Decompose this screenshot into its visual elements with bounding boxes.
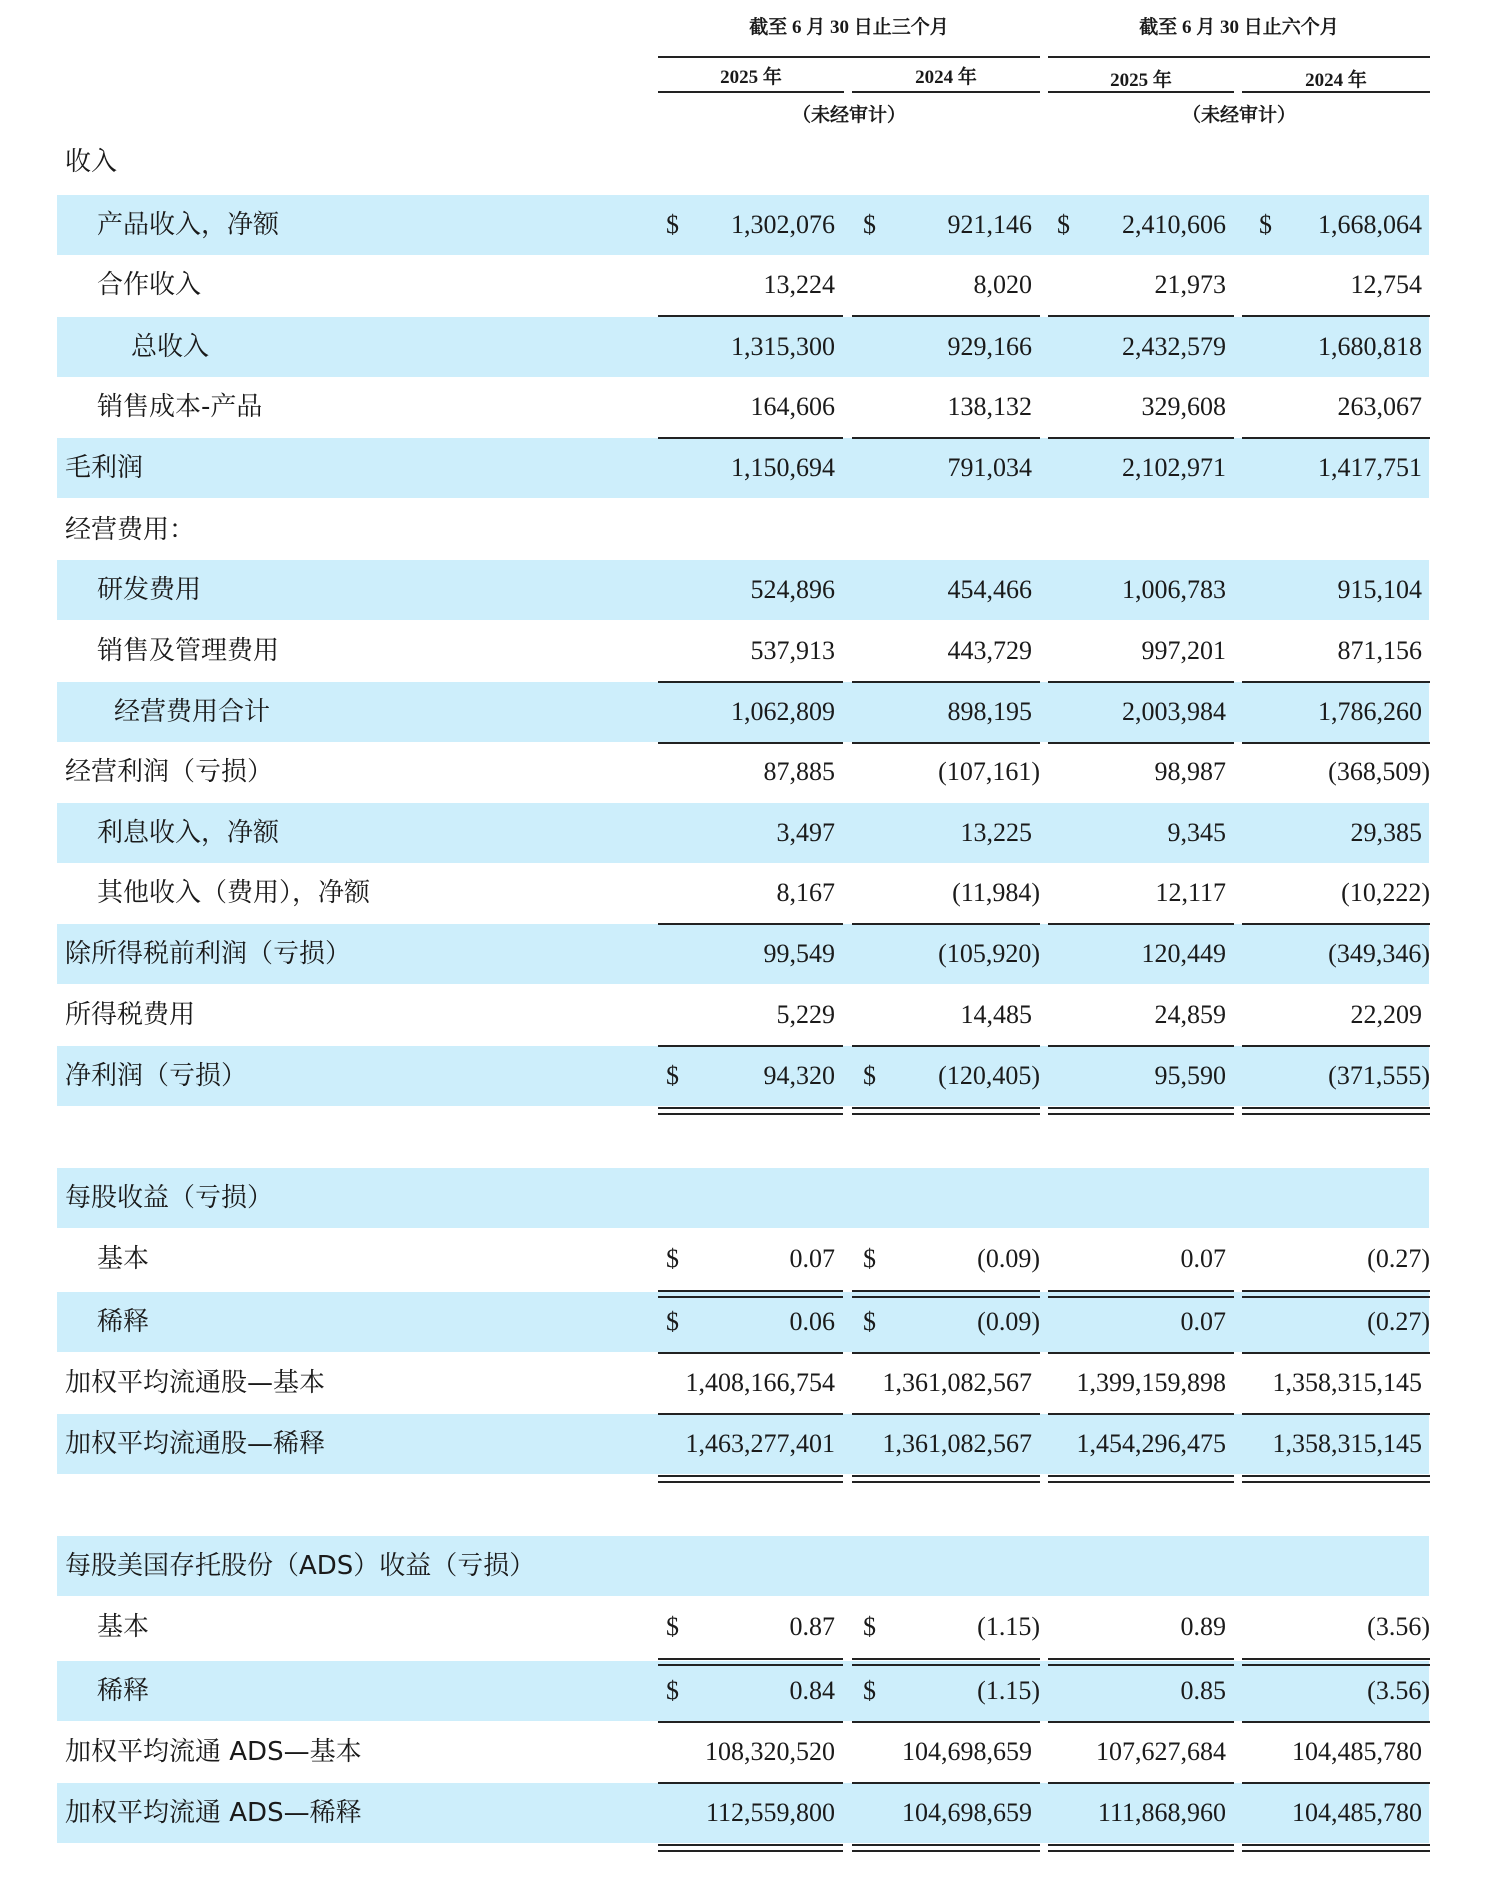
currency-symbol: $	[666, 1307, 679, 1336]
value-cell: 1,006,783	[1122, 575, 1226, 604]
period-header-3m: 截至 6 月 30 日止三个月	[749, 17, 949, 38]
value-cell: 21,973	[1154, 270, 1226, 299]
total-underline	[658, 1721, 843, 1723]
row-label: 每股美国存托股份（ADS）收益（亏损）	[65, 1551, 536, 1581]
value-cell: 120,449	[1141, 939, 1226, 968]
value-cell: 24,859	[1154, 1000, 1226, 1029]
unaudited-note-6m: （未经审计）	[1181, 105, 1296, 126]
value-cell: 111,868,960	[1097, 1798, 1226, 1827]
grand-total-double-underline	[1048, 1658, 1234, 1666]
grand-total-double-underline	[658, 1290, 843, 1298]
value-cell: 112,559,800	[705, 1798, 835, 1827]
value-cell: 138,132	[947, 392, 1032, 421]
value-cell: 104,485,780	[1292, 1798, 1422, 1827]
row-label: 其他收入（费用），净额	[97, 878, 371, 908]
value-cell: 2,410,606	[1122, 210, 1226, 239]
value-cell: (120,405)	[938, 1061, 1040, 1090]
value-cell: (11,984)	[952, 878, 1040, 907]
row-label: 经营费用合计	[114, 697, 271, 727]
value-cell: 443,729	[947, 636, 1032, 665]
period-header-6m: 截至 6 月 30 日止六个月	[1139, 17, 1339, 38]
value-cell: (1.15)	[977, 1612, 1040, 1641]
total-underline	[1048, 1045, 1234, 1047]
currency-symbol: $	[666, 1676, 679, 1705]
value-cell: 5,229	[776, 1000, 835, 1029]
value-cell: 1,668,064	[1318, 210, 1422, 239]
table-row	[57, 377, 1429, 437]
total-underline	[658, 315, 843, 317]
total-underline	[658, 437, 843, 439]
grand-total-double-underline	[658, 1107, 843, 1115]
total-underline	[658, 1352, 843, 1354]
value-cell: 0.87	[789, 1612, 835, 1641]
grand-total-double-underline	[1242, 1844, 1430, 1852]
grand-total-double-underline	[852, 1290, 1040, 1298]
row-label: 加权平均流通股—稀释	[65, 1429, 326, 1459]
table-row	[57, 924, 1429, 984]
value-cell: (105,920)	[938, 939, 1040, 968]
year-header-rule	[1048, 91, 1234, 93]
value-cell: 1,358,315,145	[1272, 1368, 1422, 1397]
total-underline	[1048, 681, 1234, 683]
value-cell: (10,222)	[1341, 878, 1430, 907]
total-underline	[1048, 1352, 1234, 1354]
value-cell: 1,315,300	[731, 332, 835, 361]
table-row	[57, 560, 1429, 620]
total-underline	[1048, 1413, 1234, 1415]
row-label: 所得税费用	[65, 1000, 196, 1030]
table-row	[57, 1046, 1429, 1106]
value-cell: 99,549	[763, 939, 835, 968]
total-underline	[1048, 1782, 1234, 1784]
value-cell: 87,885	[763, 757, 835, 786]
table-row	[57, 1292, 1429, 1352]
grand-total-double-underline	[658, 1475, 843, 1483]
value-cell: 1,361,082,567	[882, 1429, 1032, 1458]
grand-total-double-underline	[852, 1844, 1040, 1852]
value-cell: 1,786,260	[1318, 697, 1422, 726]
currency-symbol: $	[1259, 210, 1272, 239]
table-row	[57, 1353, 1429, 1413]
value-cell: 2,102,971	[1122, 453, 1226, 482]
total-underline	[852, 681, 1040, 683]
total-underline	[852, 1413, 1040, 1415]
row-label: 加权平均流通股—基本	[65, 1368, 326, 1398]
value-cell: 454,466	[947, 575, 1032, 604]
grand-total-double-underline	[1048, 1475, 1234, 1483]
row-label: 加权平均流通 ADS—基本	[65, 1737, 362, 1767]
value-cell: 0.84	[789, 1676, 835, 1705]
value-cell: 524,896	[750, 575, 835, 604]
total-underline	[658, 742, 843, 744]
currency-symbol: $	[666, 1244, 679, 1273]
grand-total-double-underline	[1048, 1107, 1234, 1115]
value-cell: 95,590	[1154, 1061, 1226, 1090]
row-label: 合作收入	[97, 270, 202, 300]
value-cell: (107,161)	[938, 757, 1040, 786]
row-label: 毛利润	[65, 453, 144, 483]
total-underline	[1242, 1782, 1430, 1784]
value-cell: 0.07	[1180, 1307, 1226, 1336]
table-row	[57, 863, 1429, 923]
period-header-3m-rule	[658, 56, 1040, 58]
grand-total-double-underline	[1242, 1475, 1430, 1483]
row-label: 除所得税前利润（亏损）	[65, 939, 352, 969]
value-cell: 915,104	[1337, 575, 1422, 604]
total-underline	[852, 437, 1040, 439]
value-cell: (0.27)	[1367, 1244, 1430, 1273]
value-cell: 12,117	[1155, 878, 1226, 907]
value-cell: 1,302,076	[731, 210, 835, 239]
value-cell: 107,627,684	[1096, 1737, 1226, 1766]
value-cell: 1,417,751	[1318, 453, 1422, 482]
value-cell: 1,454,296,475	[1076, 1429, 1226, 1458]
total-underline	[852, 1721, 1040, 1723]
value-cell: (0.27)	[1367, 1307, 1430, 1336]
row-label: 加权平均流通 ADS—稀释	[65, 1798, 362, 1828]
currency-symbol: $	[1057, 210, 1070, 239]
row-label: 稀释	[97, 1676, 150, 1706]
table-row	[57, 317, 1429, 377]
currency-symbol: $	[666, 1612, 679, 1641]
grand-total-double-underline	[1048, 1844, 1234, 1852]
value-cell: (3.56)	[1367, 1612, 1430, 1641]
value-cell: 22,209	[1350, 1000, 1422, 1029]
total-underline	[1242, 1352, 1430, 1354]
row-label: 基本	[97, 1612, 150, 1642]
value-cell: (0.09)	[977, 1307, 1040, 1336]
grand-total-double-underline	[1048, 1290, 1234, 1298]
year-header-3m-2025: 2025 年	[720, 67, 782, 88]
table-row	[57, 132, 1429, 192]
value-cell: 2,432,579	[1122, 332, 1226, 361]
value-cell: 13,224	[763, 270, 835, 299]
value-cell: 1,463,277,401	[685, 1429, 835, 1458]
value-cell: (0.09)	[977, 1244, 1040, 1273]
currency-symbol: $	[863, 1612, 876, 1641]
row-label: 销售及管理费用	[97, 636, 280, 666]
value-cell: 871,156	[1337, 636, 1422, 665]
value-cell: 12,754	[1350, 270, 1422, 299]
row-label: 产品收入，净额	[97, 210, 280, 240]
row-label: 收入	[65, 147, 118, 177]
value-cell: 1,062,809	[731, 697, 835, 726]
grand-total-double-underline	[1242, 1107, 1430, 1115]
row-label: 销售成本-产品	[97, 392, 263, 422]
total-underline	[852, 742, 1040, 744]
row-label: 经营费用：	[65, 515, 196, 545]
value-cell: 929,166	[947, 332, 1032, 361]
row-label: 净利润（亏损）	[65, 1061, 248, 1091]
total-underline	[1048, 923, 1234, 925]
row-label: 基本	[97, 1244, 150, 1274]
grand-total-double-underline	[658, 1658, 843, 1666]
row-label: 利息收入，净额	[97, 818, 280, 848]
value-cell: 1,150,694	[731, 453, 835, 482]
total-underline	[1242, 315, 1430, 317]
grand-total-double-underline	[852, 1107, 1040, 1115]
period-header-6m-rule	[1048, 56, 1430, 58]
year-header-6m-2025: 2025 年	[1110, 70, 1172, 91]
grand-total-double-underline	[1242, 1658, 1430, 1666]
value-cell: 1,408,166,754	[685, 1368, 835, 1397]
year-header-6m-2024: 2024 年	[1305, 70, 1367, 91]
value-cell: 164,606	[750, 392, 835, 421]
value-cell: 8,167	[776, 878, 835, 907]
value-cell: 104,698,659	[902, 1737, 1032, 1766]
total-underline	[1242, 1413, 1430, 1415]
table-row	[57, 1722, 1429, 1782]
value-cell: 9,345	[1167, 818, 1226, 847]
year-header-rule	[852, 91, 1040, 93]
currency-symbol: $	[863, 1061, 876, 1090]
table-row	[57, 255, 1429, 315]
year-header-rule	[1242, 91, 1430, 93]
table-row	[57, 1168, 1429, 1228]
value-cell: 1,399,159,898	[1076, 1368, 1226, 1397]
table-row	[57, 500, 1429, 560]
total-underline	[1242, 923, 1430, 925]
table-row	[57, 1597, 1429, 1657]
value-cell: 0.89	[1180, 1612, 1226, 1641]
grand-total-double-underline	[1242, 1290, 1430, 1298]
table-row	[57, 742, 1429, 802]
total-underline	[1048, 742, 1234, 744]
total-underline	[852, 1045, 1040, 1047]
grand-total-double-underline	[852, 1475, 1040, 1483]
value-cell: (3.56)	[1367, 1676, 1430, 1705]
total-underline	[852, 923, 1040, 925]
value-cell: 329,608	[1141, 392, 1226, 421]
value-cell: 898,195	[947, 697, 1032, 726]
value-cell: (1.15)	[977, 1676, 1040, 1705]
value-cell: 1,358,315,145	[1272, 1429, 1422, 1458]
total-underline	[1242, 681, 1430, 683]
total-underline	[1242, 1721, 1430, 1723]
value-cell: 8,020	[973, 270, 1032, 299]
row-label: 经营利润（亏损）	[65, 757, 274, 787]
currency-symbol: $	[863, 1307, 876, 1336]
total-underline	[1242, 437, 1430, 439]
total-underline	[852, 1782, 1040, 1784]
value-cell: 0.06	[789, 1307, 835, 1336]
total-underline	[1048, 315, 1234, 317]
total-underline	[658, 1045, 843, 1047]
total-underline	[852, 315, 1040, 317]
table-row	[57, 682, 1429, 742]
grand-total-double-underline	[852, 1658, 1040, 1666]
table-row	[57, 1536, 1429, 1596]
value-cell: (368,509)	[1328, 757, 1430, 786]
total-underline	[658, 1413, 843, 1415]
year-header-3m-2024: 2024 年	[915, 67, 977, 88]
total-underline	[1048, 1721, 1234, 1723]
value-cell: 108,320,520	[705, 1737, 835, 1766]
table-row	[57, 1661, 1429, 1721]
value-cell: 1,680,818	[1318, 332, 1422, 361]
currency-symbol: $	[666, 210, 679, 239]
unaudited-note-3m: （未经审计）	[791, 105, 906, 126]
total-underline	[658, 681, 843, 683]
value-cell: 997,201	[1141, 636, 1226, 665]
value-cell: 29,385	[1350, 818, 1422, 847]
table-row	[57, 985, 1429, 1045]
value-cell: 98,987	[1154, 757, 1226, 786]
total-underline	[1048, 437, 1234, 439]
value-cell: 2,003,984	[1122, 697, 1226, 726]
table-row	[57, 1783, 1429, 1843]
grand-total-double-underline	[658, 1844, 843, 1852]
table-row	[57, 1414, 1429, 1474]
currency-symbol: $	[863, 1244, 876, 1273]
currency-symbol: $	[863, 210, 876, 239]
value-cell: (349,346)	[1328, 939, 1430, 968]
value-cell: (371,555)	[1328, 1061, 1430, 1090]
table-row	[57, 803, 1429, 863]
table-row	[57, 621, 1429, 681]
value-cell: 104,485,780	[1292, 1737, 1422, 1766]
value-cell: 13,225	[960, 818, 1032, 847]
value-cell: 0.07	[1180, 1244, 1226, 1273]
row-label: 总收入	[131, 332, 210, 362]
currency-symbol: $	[666, 1061, 679, 1090]
value-cell: 921,146	[947, 210, 1032, 239]
table-row	[57, 1229, 1429, 1289]
total-underline	[658, 923, 843, 925]
value-cell: 104,698,659	[902, 1798, 1032, 1827]
table-row	[57, 438, 1429, 498]
row-label: 研发费用	[97, 575, 202, 605]
value-cell: 94,320	[763, 1061, 835, 1090]
value-cell: 0.07	[789, 1244, 835, 1273]
value-cell: 791,034	[947, 453, 1032, 482]
row-label: 每股收益（亏损）	[65, 1183, 274, 1213]
row-label: 稀释	[97, 1307, 150, 1337]
value-cell: 0.85	[1180, 1676, 1226, 1705]
value-cell: 14,485	[960, 1000, 1032, 1029]
value-cell: 537,913	[750, 636, 835, 665]
total-underline	[658, 1782, 843, 1784]
value-cell: 3,497	[776, 818, 835, 847]
year-header-rule	[658, 91, 844, 93]
total-underline	[1242, 1045, 1430, 1047]
value-cell: 1,361,082,567	[882, 1368, 1032, 1397]
table-row	[57, 195, 1429, 255]
currency-symbol: $	[863, 1676, 876, 1705]
total-underline	[852, 1352, 1040, 1354]
total-underline	[1242, 742, 1430, 744]
value-cell: 263,067	[1337, 392, 1422, 421]
